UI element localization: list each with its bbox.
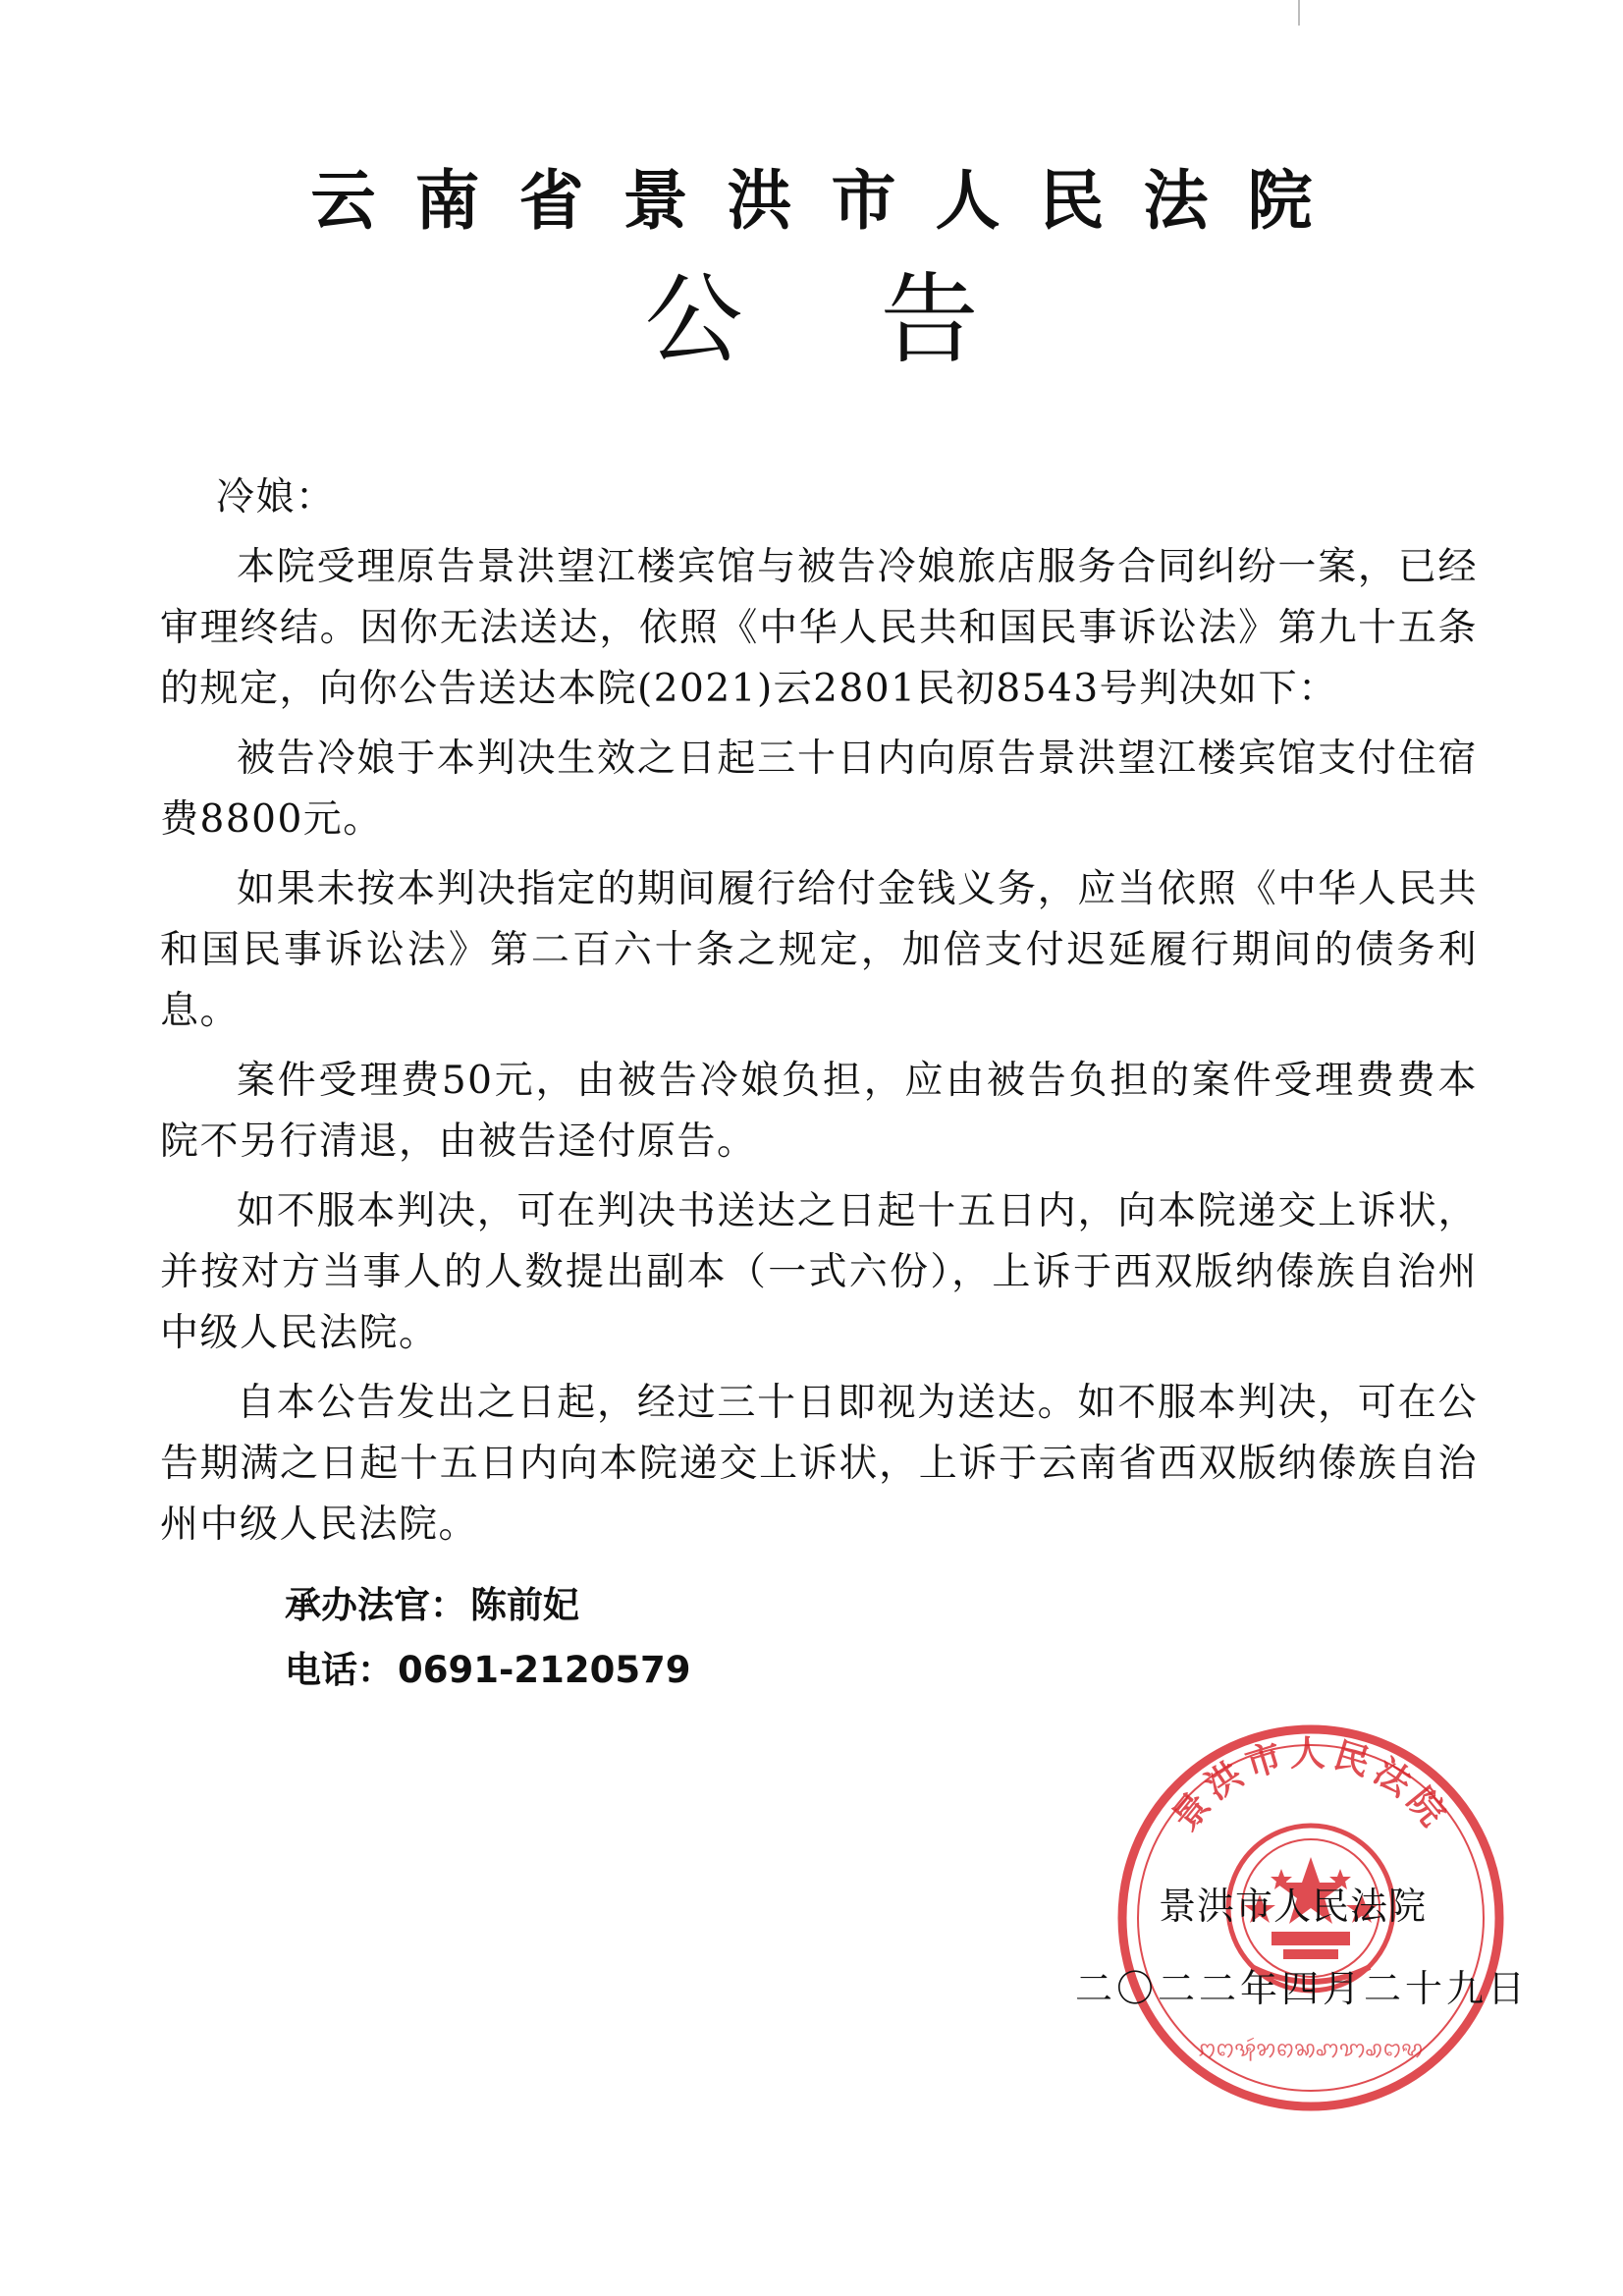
phone-row	[285, 1638, 691, 1703]
paragraph-service-period: 自本公告发出之日起，经过三十日即视为送达。如不服本判决，可在公告期满之日起十五日内向本院递交上诉状，上诉于云南省西双版纳傣族自治州中级人民法院。	[160, 1381, 1478, 1547]
scan-edge-mark	[1298, 0, 1300, 26]
judge-label: 承办法官：	[285, 1584, 466, 1626]
notice-title: 公告	[644, 262, 1116, 377]
phone-label: 电话：	[285, 1649, 394, 1691]
paragraph-late-interest: 如果未按本判决指定的期间履行给付金钱义务，应当依照《中华人民共和国民事诉讼法》第二百六十条之规定，加倍支付迟延履行期间的债务利息。	[160, 867, 1478, 1033]
judge-name: 陈前妃	[470, 1584, 579, 1626]
issue-date: 二〇二二年四月二十九日	[1075, 1967, 1530, 2010]
salutation: 冷娘：	[216, 475, 336, 519]
judge-row	[285, 1573, 691, 1638]
seal-arc-path-text: 景洪市人民法院	[1164, 1733, 1457, 1838]
paragraph-appeal: 如不服本判决，可在判决书送达之日起十五日内，向本院递交上诉状，并按对方当事人的人数提出副本（一式六份），上诉于西双版纳傣族自治州中级人民法院。	[160, 1189, 1478, 1355]
seal-script-text: ꩀꩁꩂꩃꩄꩅꩆꩇꩈꩉꩊꩋ	[1198, 2037, 1424, 2060]
paragraph-case-summary: 本院受理原告景洪望江楼宾馆与被告冷娘旅店服务合同纠纷一案，已经审理终结。因你无法送达，依照《中华人民共和国民事诉讼法》第九十五条的规定，向你公告送达本院(2021)云2801民初8543号判决如下：	[160, 545, 1478, 711]
court-name-heading: 云南省景洪市人民法院	[310, 163, 1352, 239]
seal-arc-text	[1165, 1734, 1457, 1838]
paragraph-court-fee: 案件受理费50元，由被告冷娘负担，应由被告负担的案件受理费费本院不另行清退，由被告迳付原告。	[160, 1059, 1478, 1164]
signature-block	[285, 1573, 691, 1703]
notice-body	[160, 467, 1478, 1564]
issuing-court: 景洪市人民法院	[1159, 1885, 1428, 1928]
phone-number: 0691-2120579	[398, 1649, 691, 1691]
paragraph-judgment: 被告冷娘于本判决生效之日起三十日内向原告景洪望江楼宾馆支付住宿费8800元。	[160, 737, 1478, 842]
